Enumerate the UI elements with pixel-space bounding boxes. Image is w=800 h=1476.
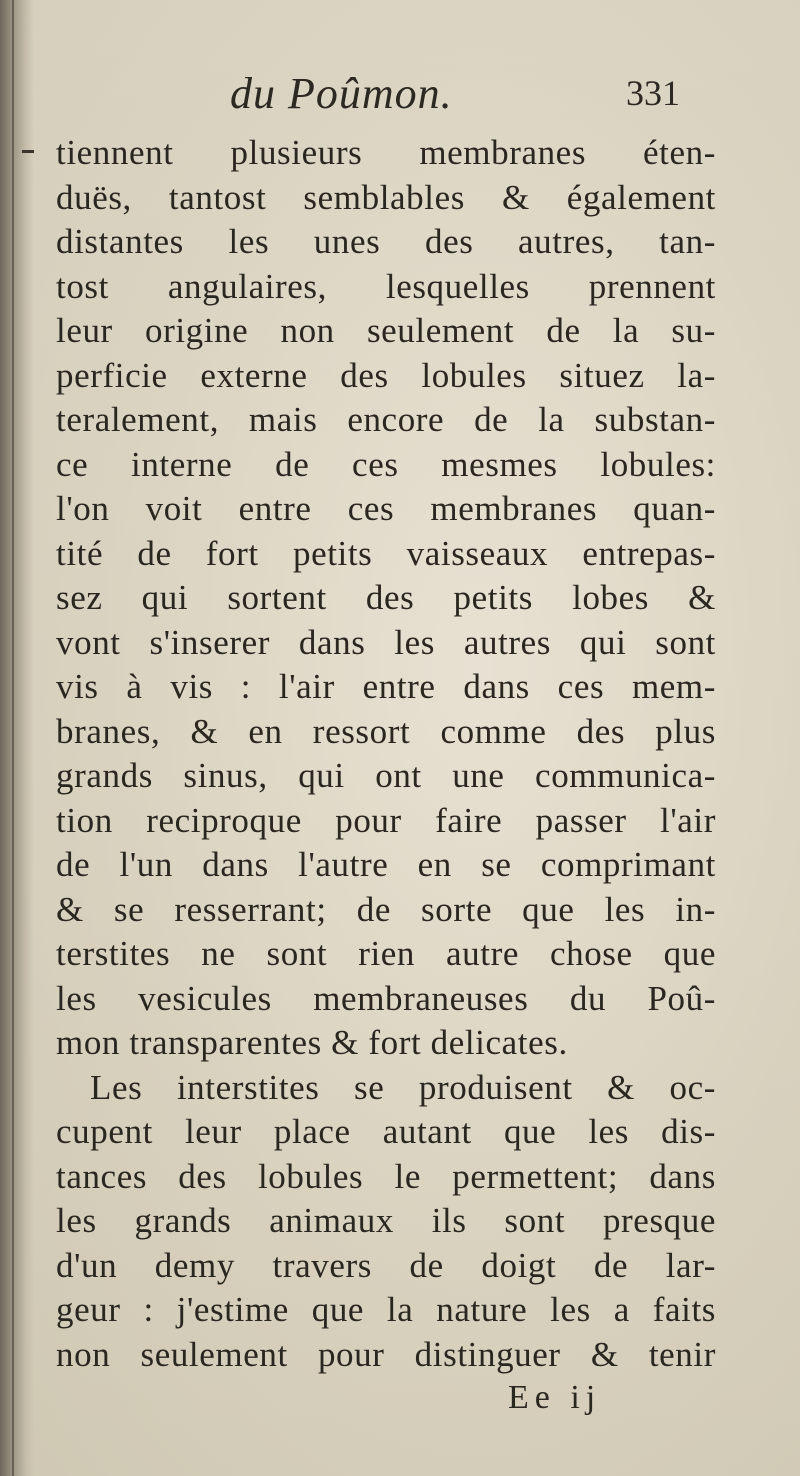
text-line: sez qui sortent des petits lobes & — [56, 578, 716, 617]
text-line: leur origine non seulement de la su- — [56, 311, 716, 350]
margin-mark — [22, 150, 34, 153]
text-line: de l'un dans l'autre en se comprimant — [56, 845, 716, 884]
text-line: distantes les unes des autres, tan- — [56, 222, 716, 261]
text-line: perficie externe des lobules situez la- — [56, 355, 716, 395]
text-line: teralement, mais encore de la substan- — [56, 400, 716, 439]
text-line: d'un demy travers de doigt de lar- — [56, 1245, 716, 1285]
text-line: tiennent plusieurs membranes éten- — [56, 133, 716, 172]
text-line: tion reciproque pour faire passer l'air — [56, 800, 716, 840]
text-line: geur : j'estime que la nature les a faits — [56, 1290, 716, 1329]
text-line: vont s'inserer dans les autres qui sont — [56, 622, 716, 662]
binding-edge — [12, 0, 14, 1476]
text-line: mon transparentes & fort delicates. — [56, 1023, 568, 1062]
signature-mark: Ee ij — [508, 1379, 602, 1416]
text-line: terstites ne sont rien autre chose que — [56, 934, 716, 973]
text-line: l'on voit entre ces membranes quan- — [56, 489, 716, 528]
paragraph-start-line: Les interstites se produisent & oc- — [90, 1067, 716, 1107]
text-line: cupent leur place autant que les dis- — [56, 1112, 716, 1151]
text-line: non seulement pour distinguer & tenir — [56, 1334, 716, 1374]
text-line: tances des lobules le permettent; dans — [56, 1156, 716, 1196]
text-line: duës, tantost semblables & également — [56, 177, 716, 217]
binding-gutter — [0, 0, 34, 1476]
text-line: branes, & en ressort comme des plus — [56, 711, 716, 751]
text-line: ce interne de ces mesmes lobules: — [56, 444, 716, 484]
text-line: les grands animaux ils sont presque — [56, 1201, 716, 1240]
text-line: tost angulaires, lesquelles prennent — [56, 266, 716, 306]
page-header — [0, 68, 800, 128]
page-number: 331 — [626, 73, 680, 113]
text-line: tité de fort petits vaisseaux entrepas- — [56, 533, 716, 573]
running-title: du Poûmon. — [230, 69, 453, 118]
body-text — [56, 131, 716, 1377]
text-line: & se resserrant; de sorte que les in- — [56, 889, 716, 929]
text-line: grands sinus, qui ont une communica- — [56, 756, 716, 795]
text-line: les vesicules membraneuses du Poû- — [56, 978, 716, 1018]
text-line: vis à vis : l'air entre dans ces mem- — [56, 667, 716, 706]
